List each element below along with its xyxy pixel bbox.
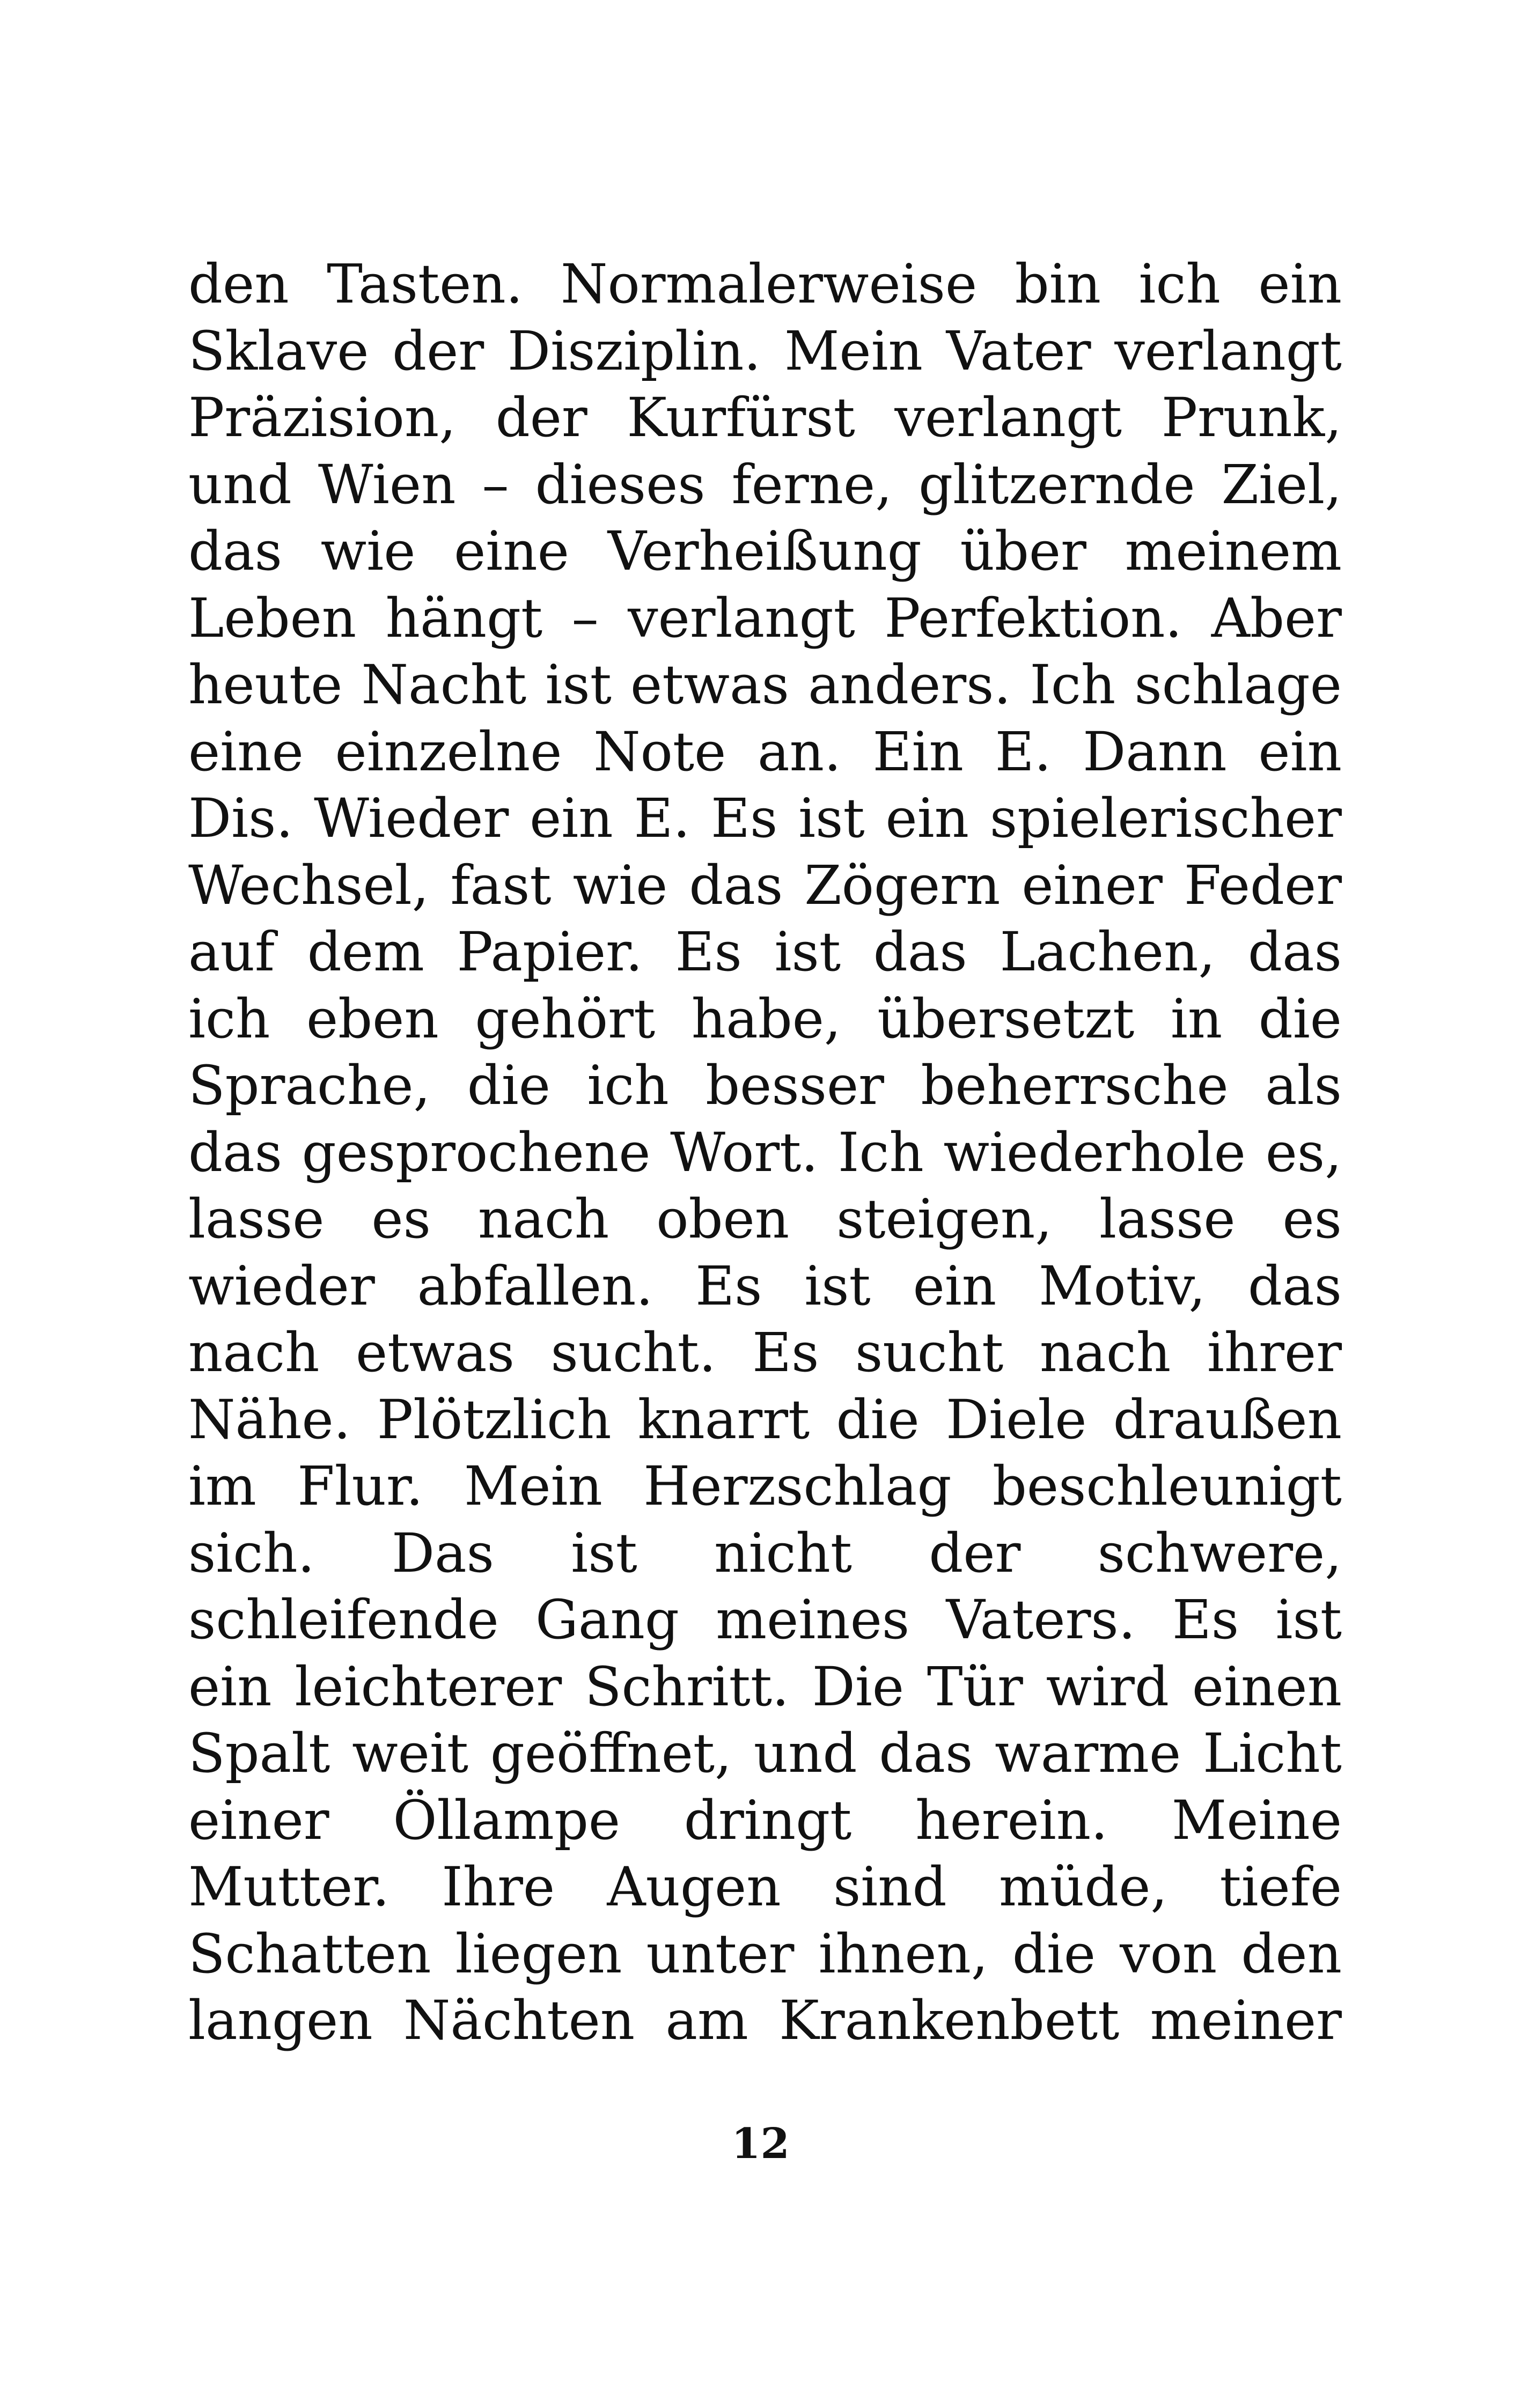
- text-line: und Wien – dieses ferne, glitzernde Ziel,: [188, 453, 1342, 516]
- text-line: auf dem Papier. Es ist das Lachen, das: [188, 921, 1342, 983]
- text-line: Sklave der Disziplin. Mein Vater verlangt: [188, 319, 1342, 382]
- text-line: im Flur. Mein Herzschlag beschleunigt: [188, 1455, 1342, 1518]
- text-line: wieder abfallen. Es ist ein Motiv, das: [188, 1254, 1342, 1317]
- body-text: [188, 251, 1342, 2054]
- text-line: Leben hängt – verlangt Perfektion. Aber: [188, 586, 1342, 650]
- text-line: das wie eine Verheißung über meinem: [188, 520, 1342, 583]
- text-line: das gesprochene Wort. Ich wiederhole es,: [188, 1121, 1342, 1184]
- text-line: heute Nacht ist etwas anders. Ich schlage: [188, 653, 1342, 716]
- text-line: schleifende Gang meines Vaters. Es ist: [188, 1588, 1342, 1651]
- text-line: eine einzelne Note an. Ein E. Dann ein: [188, 720, 1342, 783]
- text-line: ein leichterer Schritt. Die Tür wird einen: [188, 1655, 1342, 1718]
- text-line: Sprache, die ich besser beherrsche als: [188, 1054, 1342, 1117]
- text-line: Mutter. Ihre Augen sind müde, tiefe: [188, 1855, 1342, 1918]
- text-line: Präzision, der Kurfürst verlangt Prunk,: [188, 386, 1342, 449]
- text-line: einer Öllampe dringt herein. Meine: [188, 1788, 1342, 1852]
- text-line: Nähe. Plötzlich knarrt die Diele draußen: [188, 1388, 1342, 1451]
- text-line: sich. Das ist nicht der schwere,: [188, 1521, 1342, 1585]
- text-line: lasse es nach oben steigen, lasse es: [188, 1188, 1342, 1250]
- text-line: ich eben gehört habe, übersetzt in die: [188, 987, 1342, 1050]
- text-line: langen Nächten am Krankenbett meiner: [188, 1989, 1342, 2052]
- text-line: Wechsel, fast wie das Zögern einer Feder: [188, 853, 1342, 917]
- page-number: 12: [731, 2119, 790, 2168]
- text-line: den Tasten. Normalerweise bin ich ein: [188, 253, 1342, 315]
- text-line: Schatten liegen unter ihnen, die von den: [188, 1922, 1342, 1985]
- text-line: Dis. Wieder ein E. Es ist ein spielerischer: [188, 787, 1342, 850]
- text-line: nach etwas sucht. Es sucht nach ihrer: [188, 1321, 1342, 1384]
- text-line: Spalt weit geöffnet, und das warme Licht: [188, 1722, 1342, 1785]
